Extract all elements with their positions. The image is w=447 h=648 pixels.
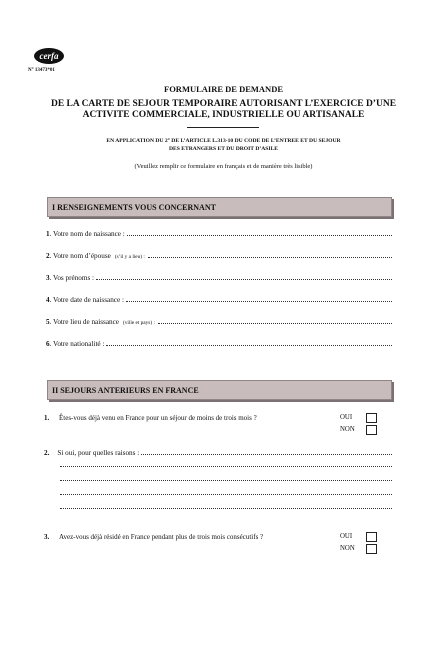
field-number: 5 bbox=[46, 318, 50, 326]
reasons-fill-line[interactable] bbox=[60, 479, 392, 481]
question-text: Si oui, pour quelles raisons : bbox=[57, 449, 140, 457]
section-previous-stays-header bbox=[47, 380, 392, 400]
field-number: 4 bbox=[46, 296, 50, 304]
legal-reference-line2: DES ETRANGERS ET DU DROIT D’ASILE bbox=[168, 146, 279, 152]
field-label: . Vos prénoms : bbox=[49, 274, 95, 282]
form-subtitle-line1: DE LA CARTE DE SEJOUR TEMPORAIRE AUTORISANT L’EXERCICE D’UNE bbox=[50, 99, 397, 109]
field-number: 3 bbox=[46, 274, 50, 282]
field-number: 1 bbox=[46, 230, 50, 238]
fill-line[interactable] bbox=[158, 323, 392, 324]
question-long-stay bbox=[44, 533, 263, 541]
field-married-name[interactable] bbox=[46, 250, 392, 260]
question-number: 1. bbox=[44, 414, 50, 422]
q1-non-checkbox[interactable] bbox=[366, 425, 377, 435]
question-number: 3. bbox=[44, 533, 50, 541]
reasons-fill-line[interactable] bbox=[60, 507, 392, 509]
title-divider bbox=[187, 127, 259, 128]
form-subtitle-line2: ACTIVITE COMMERCIALE, INDUSTRIELLE OU ARTISANALE bbox=[82, 110, 365, 120]
field-label: . Votre nom d’épouse bbox=[49, 252, 111, 260]
question-text: Êtes-vous déjà venu en France pour un séjour de moins de trois mois ? bbox=[59, 414, 257, 422]
field-birth-place[interactable] bbox=[46, 316, 392, 326]
field-label: . Votre nationalité : bbox=[49, 340, 105, 348]
cerfa-logo: cerfa bbox=[34, 48, 64, 64]
legal-reference bbox=[0, 137, 447, 153]
fill-line[interactable] bbox=[106, 345, 392, 346]
non-label: NON bbox=[340, 545, 355, 552]
q3-oui-checkbox[interactable] bbox=[366, 532, 377, 542]
fill-line[interactable] bbox=[141, 454, 392, 455]
fill-line[interactable] bbox=[148, 257, 392, 258]
field-nationality[interactable] bbox=[46, 338, 392, 348]
fill-line[interactable] bbox=[127, 235, 392, 236]
q1-oui-checkbox[interactable] bbox=[366, 413, 377, 423]
field-number: 2 bbox=[46, 252, 50, 260]
field-label: . Votre lieu de naissance bbox=[49, 318, 119, 326]
legal-reference-line1: EN APPLICATION DU 2° DE L’ARTICLE L.313-10 DU CODE DE L’ENTREE ET DU SEJOUR bbox=[106, 138, 341, 144]
field-birth-date[interactable] bbox=[46, 294, 392, 304]
field-birth-name[interactable] bbox=[46, 228, 392, 238]
section-personal-info-header bbox=[47, 197, 392, 217]
fill-line[interactable] bbox=[96, 279, 392, 280]
form-title: FORMULAIRE DE DEMANDE bbox=[164, 84, 283, 94]
fill-line[interactable] bbox=[126, 301, 392, 302]
question-reasons[interactable] bbox=[44, 447, 392, 457]
question-number: 2. bbox=[44, 449, 50, 457]
section-title: I RENSEIGNEMENTS VOUS CONCERNANT bbox=[52, 203, 216, 212]
question-text: Avez-vous déjà résidé en France pendant plus de trois mois consécutifs ? bbox=[59, 533, 264, 541]
q3-non-checkbox[interactable] bbox=[366, 544, 377, 554]
reasons-fill-line[interactable] bbox=[60, 493, 392, 495]
oui-label: OUI bbox=[340, 414, 353, 421]
field-hint: (s’il y a lieu) : bbox=[114, 254, 145, 260]
section-title: II SEJOURS ANTERIEURS EN FRANCE bbox=[52, 386, 199, 395]
oui-label: OUI bbox=[340, 533, 353, 540]
field-number: 6 bbox=[46, 340, 50, 348]
question-short-stay bbox=[44, 414, 257, 422]
non-label: NON bbox=[340, 426, 355, 433]
field-label: . Votre nom de naissance : bbox=[49, 230, 125, 238]
field-first-names[interactable] bbox=[46, 272, 392, 282]
form-subtitle bbox=[0, 99, 447, 121]
field-label: . Votre date de naissance : bbox=[49, 296, 124, 304]
field-hint: (ville et pays) : bbox=[123, 320, 155, 326]
reasons-fill-line[interactable] bbox=[60, 465, 392, 467]
instructions-note: (Veuillez remplir ce formulaire en français et de manière très lisible) bbox=[134, 163, 313, 170]
form-number: N° 13473*01 bbox=[28, 68, 55, 73]
